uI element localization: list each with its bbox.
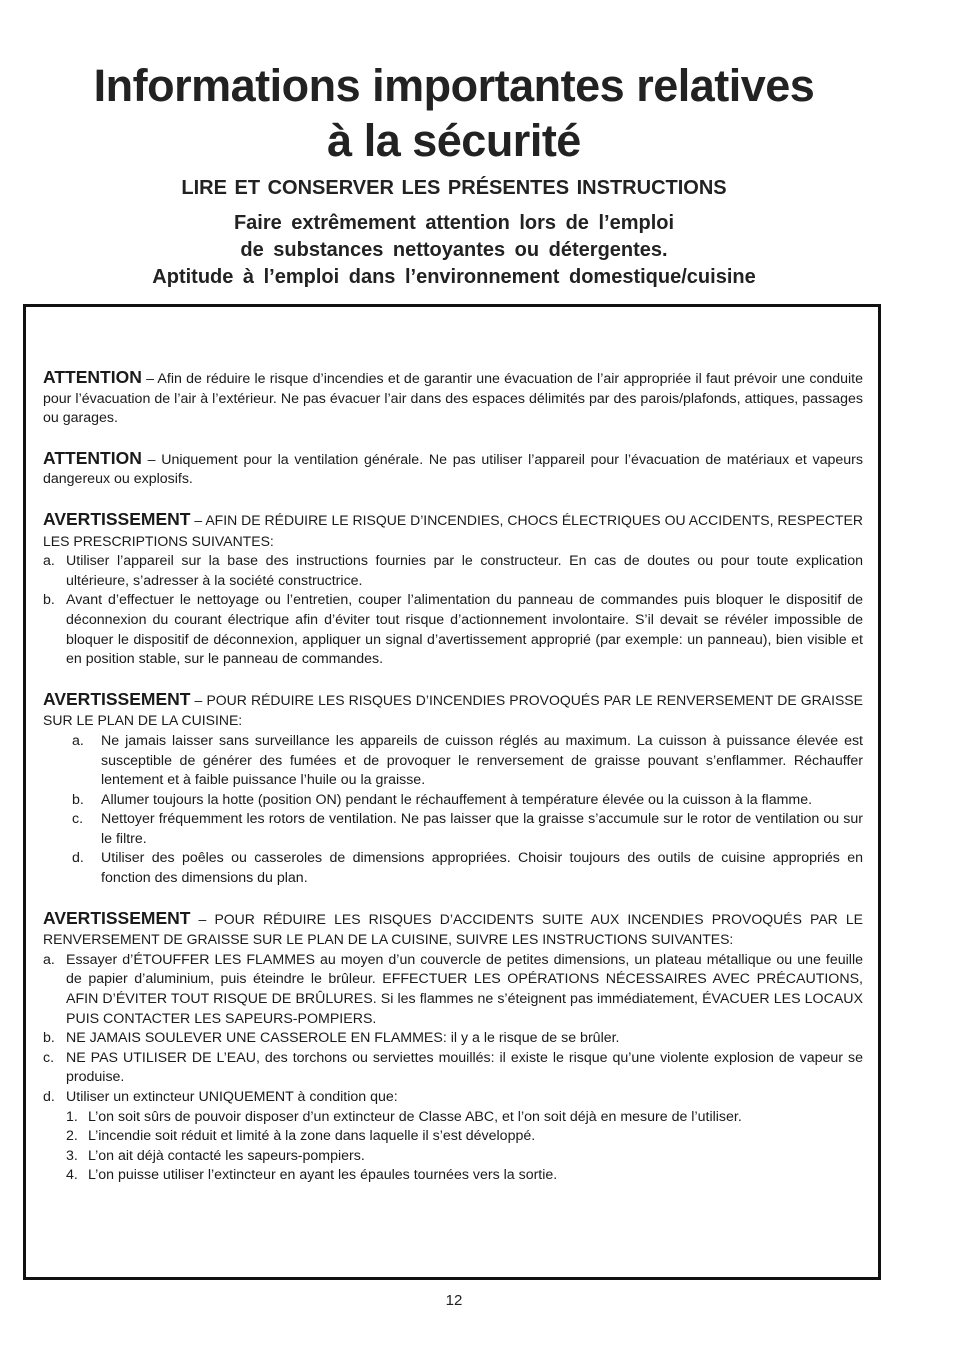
sub-list-item (43, 1147, 863, 1167)
list-item-text: Allumer toujours la hotte (position ON) pendant le réchauffement à température élevée ou la cuisson à la flamme. (101, 791, 813, 808)
list-item (43, 1049, 863, 1088)
list-item (43, 810, 863, 849)
warning-keyword: AVERTISSEMENT (43, 907, 191, 928)
page-title (0, 58, 908, 168)
page-number: 12 (445, 1292, 463, 1309)
list-item (43, 1029, 863, 1049)
list-item-text: Essayer d’ÉTOUFFER LES FLAMMES au moyen d’un couvercle de petites dimensions, un plateau métallique ou une feuille de papier d’aluminium, puis éteindre le brûleur. EFFECTUER LES OPÉRATIONS NÉCESSAIRES AVEC PRÉCAUTIONS, AFIN D’ÉVITER TOUT RISQUE DE BRÛLURES. Si les flammes ne s’éteignent pas immédiatement, ÉVACUER LES LOCAUX PUIS CONTACTER LES SAPEURS-POMPIERS. (66, 951, 863, 1027)
sub-list-item (43, 1166, 863, 1186)
instructions-subheading: LIRE ET CONSERVER LES PRÉSENTES INSTRUCTIONS (181, 177, 727, 199)
sub-list-item-text: L’incendie soit réduit et limité à la zone dans laquelle il s’est développé. (88, 1128, 536, 1145)
caution-line-2: de substances nettoyantes ou détergentes. (240, 239, 668, 261)
attention-block-1 (43, 368, 863, 429)
list-item-label: d. (72, 850, 84, 867)
sub-list-item-text: L’on ait déjà contacté les sapeurs-pompiers. (88, 1147, 365, 1164)
attention-text: – Afin de réduire le risque d’incendies et de garantir une évacuation de l’air appropriée il faut prévoir une conduite pour l’évacuation de l’air à l’extérieur. Ne pas évacuer l’air dans des espaces délimités par des parois/plafonds, attiques, passages ou garages. (43, 371, 863, 427)
page-title-line-2: à la sécurité (327, 115, 581, 166)
sub-list-item-label: 4. (66, 1167, 78, 1184)
list-item-text: Ne jamais laisser sans surveillance les appareils de cuisson réglés au maximum. La cuisson à puissance élevée est susceptible de générer des fumées et de provoquer le renversement de graisse pouvant s’enflammer. Réchauffer lentement et à faible puissance l’huile ou la graisse. (101, 732, 863, 789)
safety-content (43, 368, 863, 1206)
list-item (43, 732, 863, 791)
list-item-label: b. (43, 592, 55, 609)
list-item-label: d. (43, 1089, 55, 1105)
list-item-text: NE JAMAIS SOULEVER UNE CASSEROLE EN FLAMMES: il y a le risque de se brûler. (66, 1030, 620, 1047)
list-item (43, 791, 863, 811)
list-item-text: Utiliser un extincteur UNIQUEMENT à condition que: (66, 1089, 398, 1105)
warning-keyword: AVERTISSEMENT (43, 688, 191, 709)
list-item-text: NE PAS UTILISER DE L’EAU, des torchons ou serviettes mouillés: il existe le risque qu’une violente explosion de vapeur se produise. (66, 1049, 863, 1086)
list-item-label: c. (72, 811, 84, 828)
attention-text: – Uniquement pour la ventilation générale. Ne pas utiliser l’appareil pour l’évacuation de matériaux et vapeurs dangereux ou explosifs. (43, 451, 863, 488)
sub-list-item (43, 1108, 863, 1128)
list-item-text: Utiliser des poêles ou casseroles de dimensions appropriées. Choisir toujours des outils de cuisine appropriés en fonction des dimensions du plan. (101, 850, 863, 887)
warning-block-2 (43, 690, 863, 889)
list-item-text: Utiliser l’appareil sur la base des instructions fournies par le constructeur. En cas de doutes ou pour toute explication ultérieure, s’adresser à la société constructrice. (66, 553, 863, 589)
list-item-label: a. (43, 951, 55, 968)
list-item (43, 552, 863, 591)
sub-list-item-label: 1. (66, 1108, 78, 1125)
list-item-text: Nettoyer fréquemment les rotors de ventilation. Ne pas laisser que la graisse s’accumule sur le rotor de ventilation ou sur le filtre. (101, 811, 863, 847)
list-item-label: b. (43, 1030, 55, 1047)
warning-block-1 (43, 510, 863, 670)
sub-list-item-text: L’on soit sûrs de pouvoir disposer d’un extincteur de Classe ABC, et l’on soit déjà en mesure de l’utiliser. (88, 1108, 742, 1125)
warning-text: – POUR RÉDUIRE LES RISQUES D’INCENDIES PROVOQUÉS PAR LE RENVERSEMENT DE GRAISSE SUR LE PLAN DE LA CUISINE: (43, 691, 863, 729)
caution-notice (0, 210, 908, 291)
sub-list-item-label: 2. (66, 1128, 78, 1145)
attention-keyword: ATTENTION (43, 447, 142, 468)
warning-block-3 (43, 909, 863, 1186)
list-item (43, 951, 863, 1029)
list-item-label: a. (72, 732, 84, 749)
list-item-text: Avant d’effectuer le nettoyage ou l’entretien, couper l’alimentation du panneau de commandes puis bloquer le dispositif de déconnexion du courant électrique afin d’éviter tout risque d’actionnement involontaire. S’il devait se révéler impossible de bloquer le dispositif de déconnexion, appliquer un signal d’avertissement approprié (par exemple: un panneau), bien visible et en position stable, sur le panneau de commandes. (66, 592, 863, 668)
list-item (43, 591, 863, 669)
list-item (43, 849, 863, 888)
warning-text: – AFIN DE RÉDUIRE LE RISQUE D’INCENDIES, CHOCS ÉLECTRIQUES OU ACCIDENTS, RESPECTER LES PRESCRIPTIONS SUIVANTES: (43, 511, 863, 549)
caution-line-3: Aptitude à l’emploi dans l’environnement domestique/cuisine (152, 266, 756, 288)
caution-line-1: Faire extrêmement attention lors de l’emploi (233, 212, 675, 234)
sub-list-item-text: L’on puisse utiliser l’extincteur en ayant les épaules tournées vers la sortie. (88, 1167, 558, 1184)
warning-text: – POUR RÉDUIRE LES RISQUES D’ACCIDENTS SUITE AUX INCENDIES PROVOQUÉS PAR LE RENVERSEMENT DE GRAISSE SUR LE PLAN DE LA CUISINE, SUIVRE LES INSTRUCTIONS SUIVANTES: (43, 910, 863, 948)
list-item-label: b. (72, 791, 84, 808)
attention-keyword: ATTENTION (43, 367, 142, 387)
list-item-label: a. (43, 553, 55, 570)
page-title-line-1: Informations importantes relatives (93, 60, 815, 111)
attention-block-2 (43, 449, 863, 490)
sub-list-item-label: 3. (66, 1147, 78, 1164)
list-item (43, 1088, 863, 1108)
sub-list-item (43, 1127, 863, 1147)
list-item-label: c. (43, 1049, 55, 1066)
warning-keyword: AVERTISSEMENT (43, 508, 191, 529)
